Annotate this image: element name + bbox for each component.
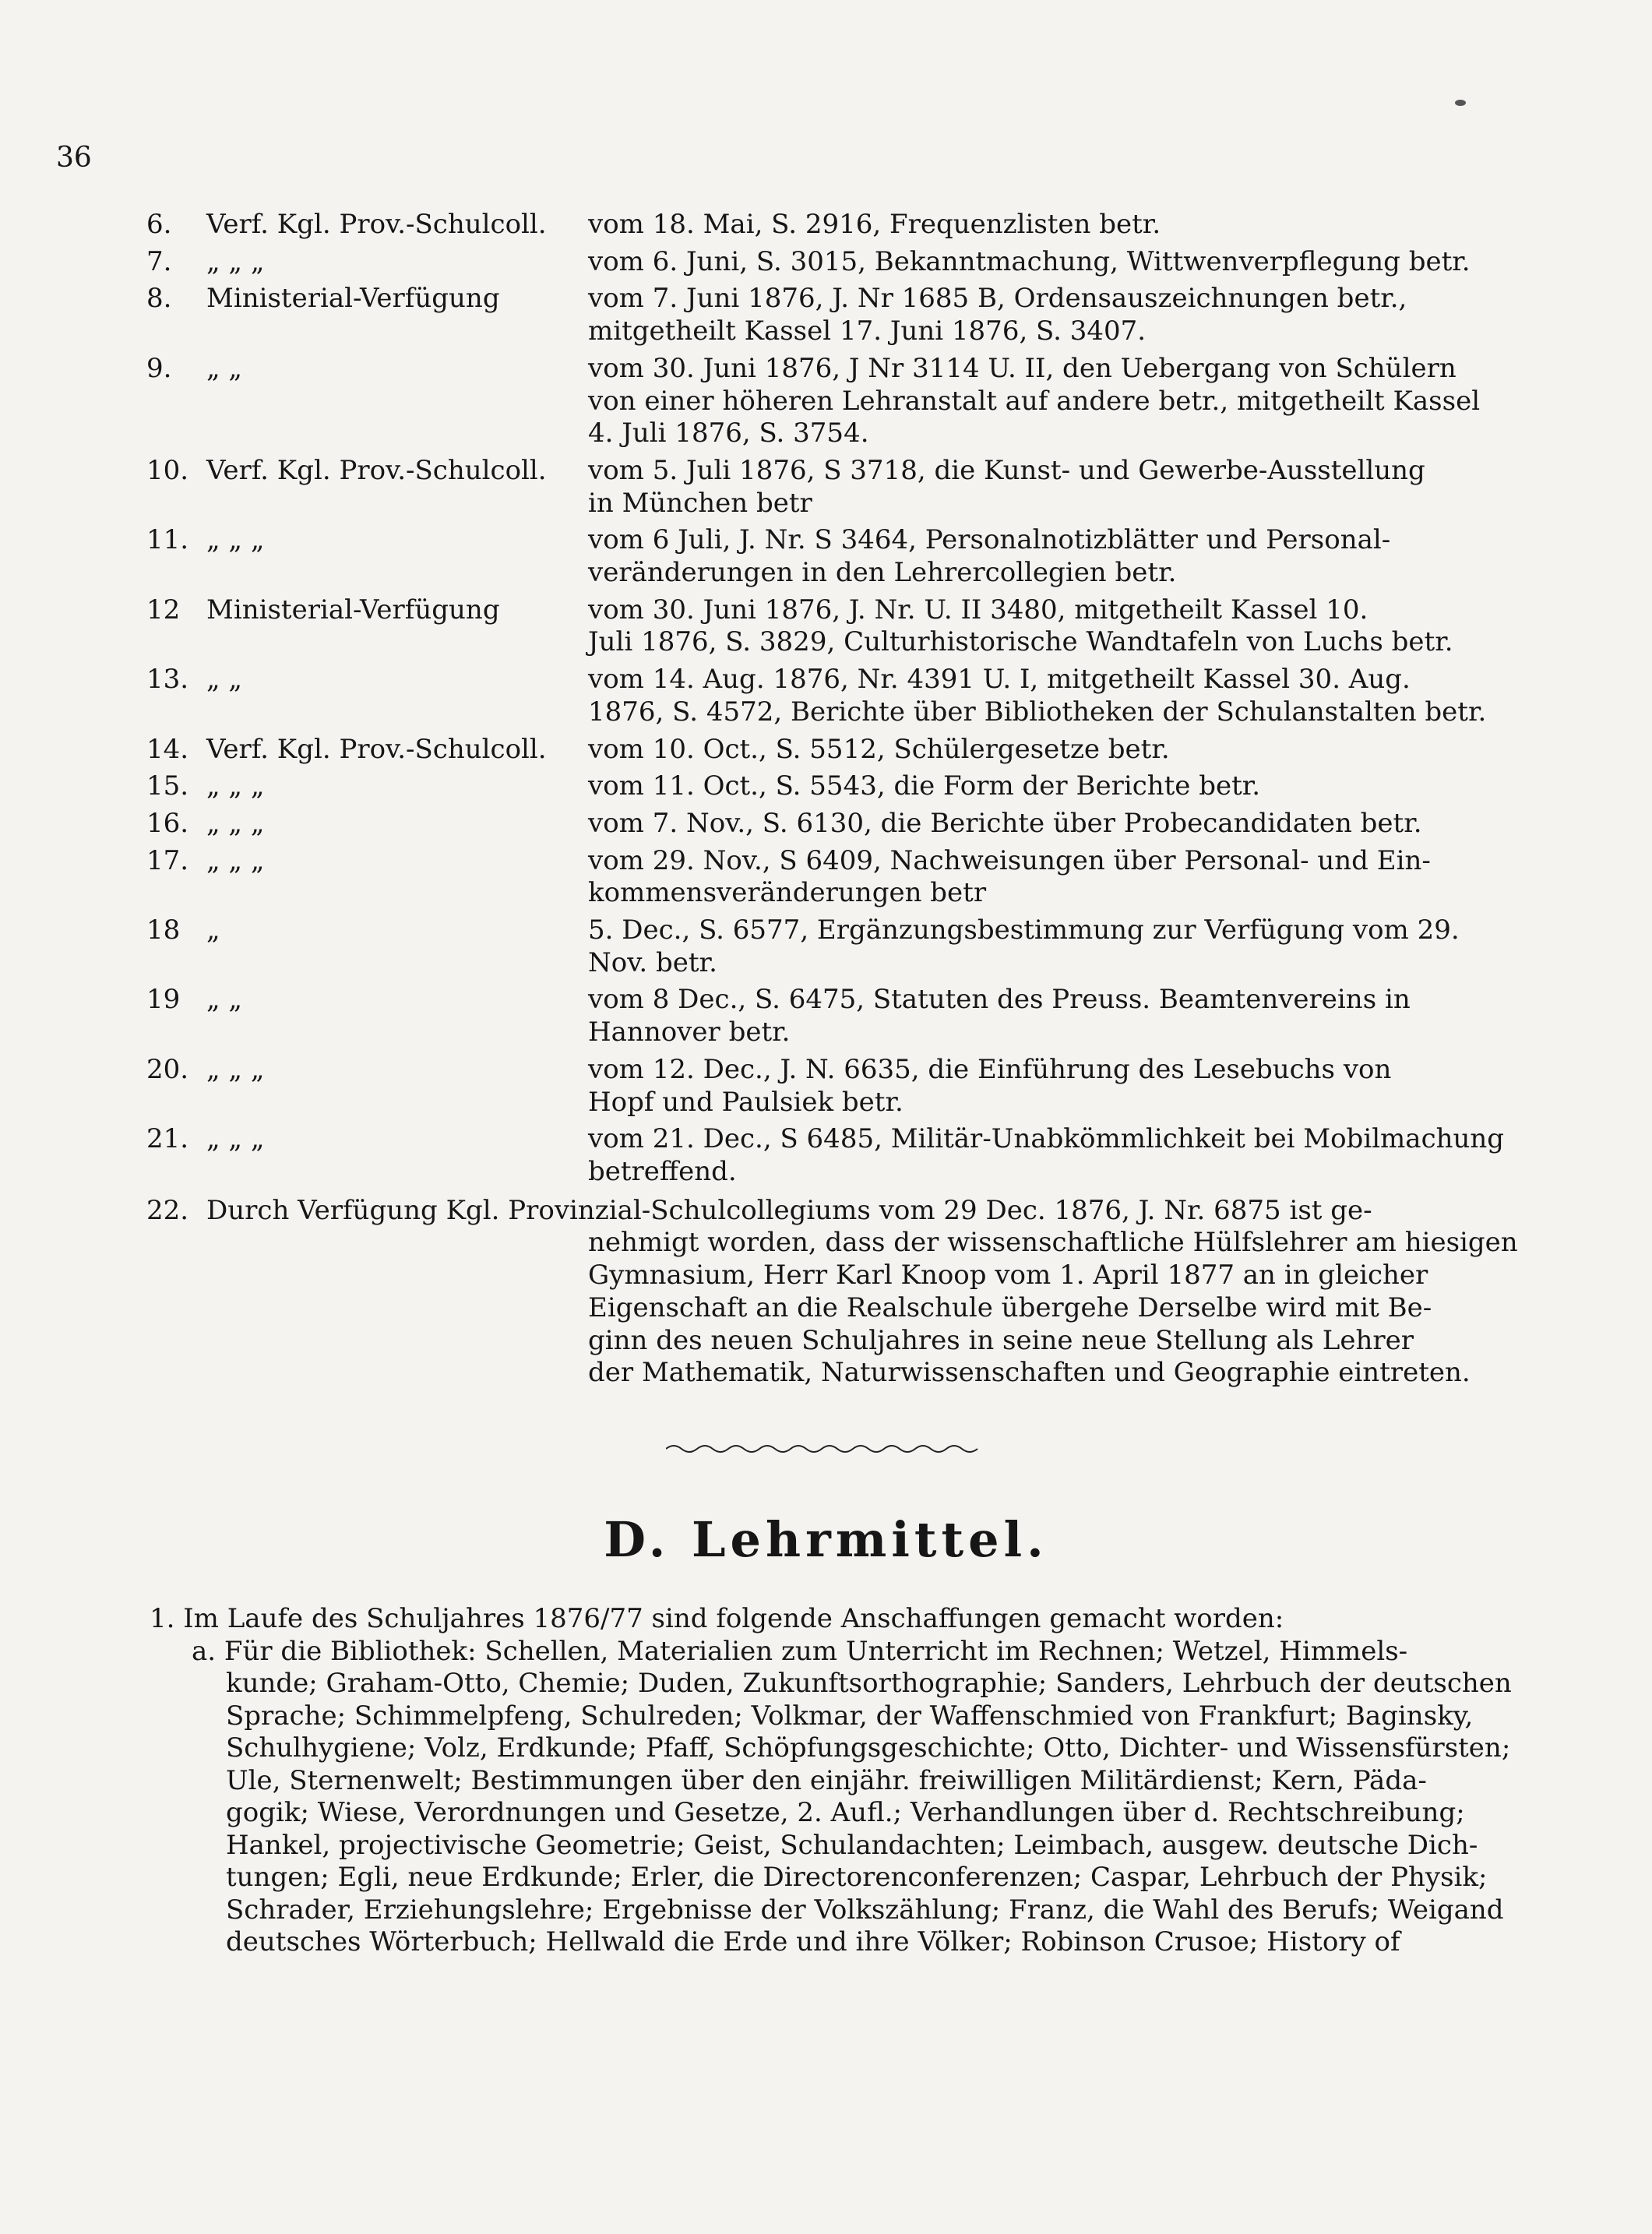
entry-number: 6. [146, 209, 172, 240]
entry-text-line: vom 12. Dec., J. N. 6635, die Einführung des Lesebuchs von [588, 1053, 1392, 1085]
entry-text-line: ginn des neuen Schuljahres in seine neue Stellung als Lehrer [588, 1324, 1414, 1356]
entry-number: 10. [146, 454, 189, 486]
decree-entry [0, 283, 1652, 347]
entry-issuer: „ „ „ [206, 524, 265, 556]
entry-text [588, 984, 1583, 1048]
decree-entry [0, 808, 1652, 840]
entry-text-line: 4. Juli 1876, S. 3754. [588, 418, 869, 449]
entry-text-line: der Mathematik, Naturwissenschaften und Geographie eintreten. [588, 1357, 1471, 1389]
entry-text-line: 5. Dec., S. 6577, Ergänzungsbestimmung zur Verfügung vom 29. [588, 914, 1460, 946]
entry-issuer: „ [206, 914, 220, 946]
entry-text [588, 1123, 1583, 1188]
entry-number: 16. [146, 807, 189, 839]
entry-text [588, 594, 1583, 659]
decree-entry [0, 914, 1652, 979]
decree-entry [0, 845, 1652, 910]
decree-entry [0, 594, 1652, 659]
decree-entry [0, 209, 1652, 241]
entry-issuer: Verf. Kgl. Prov.-Schulcoll. [206, 733, 547, 765]
entry-text-line: Nov. betr. [588, 946, 717, 978]
entry-text [588, 1054, 1583, 1119]
entry-issuer: „ „ „ [206, 770, 265, 802]
entry-text-line: veränderungen in den Lehrercollegien betr. [588, 557, 1177, 589]
library-item-line: kunde; Graham-Otto, Chemie; Duden, Zukunftsorthographie; Sanders, Lehrbuch der deutschen [226, 1668, 1512, 1699]
entry-text [588, 808, 1583, 840]
decree-entry [0, 664, 1652, 728]
entry-issuer: Verf. Kgl. Prov.-Schulcoll. [206, 454, 547, 486]
ornamental-divider [666, 1441, 985, 1457]
entry-issuer: „ „ „ [206, 245, 265, 277]
decree-entry [0, 1123, 1652, 1188]
entry-number: 8. [146, 283, 172, 315]
entry-text-line: vom 30. Juni 1876, J Nr 3114 U. II, den Uebergang von Schülern [588, 352, 1457, 384]
library-item-line: Schulhygiene; Volz, Erdkunde; Pfaff, Schöpfungsgeschichte; Otto, Dichter- und Wissensfürsten; [226, 1732, 1511, 1764]
library-item-first-line: a. Für die Bibliothek: Schellen, Materialien zum Unterricht im Rechnen; Wetzel, Himmels- [192, 1635, 1408, 1667]
entry-number: 18 [146, 914, 181, 946]
library-item-line: deutsches Wörterbuch; Hellwald die Erde und ihre Völker; Robinson Crusoe; History of [226, 1926, 1400, 1957]
entry-number: 21. [146, 1123, 189, 1155]
section-intro: 1. Im Laufe des Schuljahres 1876/77 sind folgende Anschaffungen gemacht worden: [150, 1603, 1284, 1634]
entry-text-line: vom 21. Dec., S 6485, Militär-Unabkömmlichkeit bei Mobilmachung [588, 1123, 1505, 1155]
entry-issuer: „ „ „ [206, 807, 265, 839]
entry-text-line: vom 29. Nov., S 6409, Nachweisungen über Personal- und Ein- [588, 844, 1431, 876]
decree-entry [0, 353, 1652, 450]
entry-text-line: vom 30. Juni 1876, J. Nr. U. II 3480, mitgetheilt Kassel 10. [588, 594, 1368, 625]
entry-text [588, 845, 1583, 910]
entry-text-line: in München betr [588, 487, 812, 519]
entry-text [588, 353, 1583, 450]
decree-entry [0, 984, 1652, 1048]
entry-issuer: „ „ [206, 664, 243, 696]
decree-entry [0, 455, 1652, 520]
entry-text [588, 770, 1583, 803]
decree-entry [0, 246, 1652, 279]
section-heading: D. Lehrmittel. [604, 1511, 1048, 1568]
entry-number: 19 [146, 984, 181, 1016]
entry-text [588, 914, 1583, 979]
entry-text [588, 524, 1583, 589]
entry-text [588, 246, 1583, 279]
entry-text-line: vom 11. Oct., S. 5543, die Form der Berichte betr. [588, 770, 1261, 802]
decree-list [0, 209, 1652, 1390]
decree-entry [0, 1054, 1652, 1119]
entry-issuer: Verf. Kgl. Prov.-Schulcoll. [206, 209, 547, 240]
entry-text-line: vom 18. Mai, S. 2916, Frequenzlisten betr. [588, 209, 1161, 240]
entry-text-line: Juli 1876, S. 3829, Culturhistorische Wandtafeln von Luchs betr. [588, 626, 1453, 658]
entry-issuer: „ „ [206, 352, 243, 384]
entry-number: 12 [146, 594, 181, 625]
entry-issuer: „ „ „ [206, 1123, 265, 1155]
entry-text-line: vom 14. Aug. 1876, Nr. 4391 U. I, mitgetheilt Kassel 30. Aug. [588, 664, 1411, 696]
entry-issuer: „ „ „ [206, 844, 265, 876]
entry-number: 17. [146, 844, 189, 876]
entry-issuer: „ „ [206, 984, 243, 1016]
entry-issuer: Ministerial-Verfügung [206, 283, 500, 315]
entry-text-line: Hannover betr. [588, 1017, 791, 1048]
entry-text-line: von einer höheren Lehranstalt auf andere betr., mitgetheilt Kassel [588, 385, 1481, 417]
entry-text-line: vom 6 Juli, J. Nr. S 3464, Personalnotizblätter und Personal- [588, 524, 1391, 556]
entry-text-line: vom 5. Juli 1876, S 3718, die Kunst- und Gewerbe-Ausstellung [588, 454, 1425, 486]
entry-text [588, 455, 1583, 520]
ink-mark [1455, 100, 1466, 106]
entry-text [206, 1195, 1583, 1390]
decree-entry [0, 734, 1652, 766]
entry-text [588, 734, 1583, 766]
entry-text-line: Gymnasium, Herr Karl Knoop vom 1. April 1877 an in gleicher [588, 1260, 1428, 1291]
entry-number: 9. [146, 352, 172, 384]
entry-text-line: vom 10. Oct., S. 5512, Schülergesetze betr. [588, 733, 1170, 765]
entry-number: 13. [146, 664, 189, 696]
entry-text [588, 283, 1583, 347]
library-item-line: Ule, Sternenwelt; Bestimmungen über den einjähr. freiwilligen Militärdienst; Kern, Päda- [226, 1764, 1427, 1796]
entry-text-line: Eigenschaft an die Realschule übergehe Derselbe wird mit Be- [588, 1291, 1432, 1323]
decree-entry [0, 524, 1652, 589]
entry-issuer: Ministerial-Verfügung [206, 594, 500, 625]
decree-entry [0, 770, 1652, 803]
entry-text-line: vom 7. Nov., S. 6130, die Berichte über Probecandidaten betr. [588, 807, 1422, 839]
library-item-line: gogik; Wiese, Verordnungen und Gesetze, 2. Aufl.; Verhandlungen über d. Rechtschreibung; [226, 1797, 1465, 1828]
library-item-continuation [0, 1668, 1652, 1959]
entry-text-line: mitgetheilt Kassel 17. Juni 1876, S. 3407. [588, 315, 1147, 347]
entry-text-line: vom 7. Juni 1876, J. Nr 1685 B, Ordensauszeichnungen betr., [588, 283, 1407, 315]
decree-entry-22 [0, 1195, 1652, 1390]
entry-text-line: vom 6. Juni, S. 3015, Bekanntmachung, Wittwenverpflegung betr. [588, 245, 1471, 277]
entry-number: 22. [146, 1194, 189, 1226]
entry-number: 14. [146, 733, 189, 765]
entry-text-line: betreffend. [588, 1155, 737, 1187]
entry-number: 7. [146, 245, 172, 277]
entry-text-line: 1876, S. 4572, Berichte über Bibliotheken der Schulanstalten betr. [588, 696, 1487, 728]
entry-text-line: Hopf und Paulsiek betr. [588, 1086, 903, 1118]
entry-number: 15. [146, 770, 189, 802]
library-item-line: tungen; Egli, neue Erdkunde; Erler, die Directorenconferenzen; Caspar, Lehrbuch der Physik; [226, 1862, 1488, 1893]
entry-text [588, 664, 1583, 728]
entry-text-line: vom 8 Dec., S. 6475, Statuten des Preuss. Beamtenvereins in [588, 984, 1411, 1016]
page-number: 36 [56, 142, 92, 174]
library-item-line: Hankel, projectivische Geometrie; Geist, Schulandachten; Leimbach, ausgew. deutsche Dich- [226, 1829, 1478, 1861]
entry-text-line: Durch Verfügung Kgl. Provinzial-Schulcollegiums vom 29 Dec. 1876, J. Nr. 6875 ist ge- [206, 1194, 1372, 1226]
library-item-line: Sprache; Schimmelpfeng, Schulreden; Volkmar, der Waffenschmied von Frankfurt; Baginsky, [226, 1700, 1474, 1732]
entry-text-line: kommensveränderungen betr [588, 877, 987, 909]
entry-number: 11. [146, 524, 189, 556]
library-item-line: Schrader, Erziehungslehre; Ergebnisse der Volkszählung; Franz, die Wahl des Berufs; Weigand [226, 1894, 1504, 1926]
entry-number: 20. [146, 1053, 189, 1085]
lehrmittel-section [0, 1603, 1652, 1959]
entry-text-line: nehmigt worden, dass der wissenschaftliche Hülfslehrer am hiesigen [588, 1227, 1518, 1259]
entry-issuer: „ „ „ [206, 1053, 265, 1085]
entry-text [588, 209, 1583, 241]
